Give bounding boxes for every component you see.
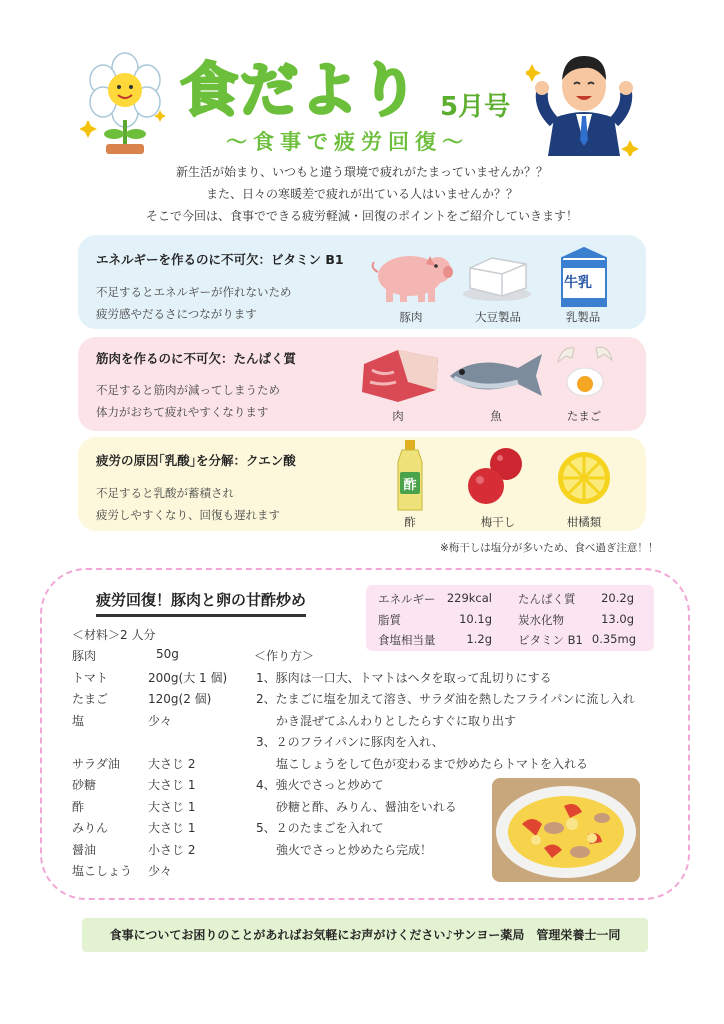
recipe-step: 強火でさっと炒めたら完成！ [276, 843, 433, 857]
nutrition-value: 10.1g [459, 612, 492, 626]
protein-text-2: 体力がおちて疲れやすくなります [96, 405, 269, 419]
pig-illustration [370, 244, 454, 304]
ingredient-name: たまご [72, 692, 109, 706]
nutrition-label: 炭水化物 [518, 613, 564, 627]
nutrition-value: 229kcal [446, 591, 492, 605]
issue-label: 5月号 [440, 92, 511, 122]
fish-illustration [446, 350, 546, 400]
ingredient-name: 塩こしょう [72, 864, 133, 878]
intro-line-1: 新生活が始まり、いつもと違う環境で疲れがたまっていませんか？？ [175, 165, 548, 179]
ingredient-amount: 小さじ 2 [148, 843, 196, 857]
food-label-dairy: 乳製品 [565, 310, 601, 324]
ingredient-amount: 200g(大 1 個) [148, 671, 228, 685]
nutrition-value: 1.2g [466, 632, 492, 646]
nutrition-label: ビタミン B1 [518, 633, 583, 647]
vitamin-b1-heading: エネルギーを作るのに不可欠：ビタミン B1 [96, 252, 344, 267]
food-label-meat: 肉 [392, 409, 404, 423]
ingredient-name: 塩 [72, 714, 85, 728]
nutrition-label: 食塩相当量 [378, 633, 436, 647]
umeboshi-salt-note: ※梅干しは塩分が多いため、食べ過ぎ注意！！ [440, 542, 659, 554]
ingredient-amount: 大さじ 2 [148, 757, 196, 771]
food-label-umeboshi: 梅干し [480, 515, 516, 529]
recipe-step: かき混ぜてふんわりとしたらすぐに取り出す [276, 714, 517, 728]
vinegar-bottle-label: 酢 [403, 478, 417, 493]
food-label-citrus: 柑橘類 [566, 515, 602, 529]
ingredient-name: トマト [72, 671, 109, 685]
ingredient-amount: 少々 [148, 714, 173, 728]
nutrition-label: たんぱく質 [518, 592, 576, 606]
ingredient-amount: 少々 [148, 864, 173, 878]
milk-carton-label: 牛乳 [564, 275, 592, 291]
ingredient-name: 酢 [72, 800, 85, 814]
vitamin-b1-text-1: 不足するとエネルギーが作れないため [96, 285, 292, 299]
ingredient-name: 醤油 [72, 843, 97, 857]
meat-illustration [358, 346, 442, 404]
ingredient-amount: 大さじ 1 [148, 800, 196, 814]
citric-acid-heading: 疲労の原因｢乳酸｣を分解：クエン酸 [96, 453, 296, 468]
protein-heading: 筋肉を作るのに不可欠：たんぱく質 [96, 351, 297, 366]
ingredients-heading: ＜材料＞2 人分 [72, 628, 156, 642]
recipe-step: 砂糖と酢、みりん、醤油をいれる [276, 800, 457, 814]
newsletter-title: 食だより [180, 56, 421, 124]
vitamin-b1-text-2: 疲労感やだるさにつながります [96, 307, 257, 321]
citric-acid-text-2: 疲労しやすくなり、回復も遅れます [96, 508, 280, 522]
nutrition-value: 0.35mg [591, 632, 636, 646]
ingredient-name: 豚肉 [72, 649, 97, 663]
newsletter-subtitle: ～食事で疲労回復～ [226, 130, 469, 154]
recipe-step: 2、たまごに塩を加えて溶き、サラダ油を熱したフライパンに流し入れ [256, 692, 635, 706]
nutrition-label: エネルギー [378, 592, 436, 606]
citric-acid-text-1: 不足すると乳酸が蓄積され [96, 486, 234, 500]
egg-illustration [552, 342, 618, 404]
ingredient-name: 砂糖 [72, 778, 97, 792]
food-label-egg: たまご [566, 409, 602, 423]
intro-line-3: そこで今回は、食事でできる疲労軽減・回復のポイントをご紹介していきます！ [145, 209, 578, 223]
ingredient-amount: 大さじ 1 [148, 778, 196, 792]
intro-line-2: また、日々の寒暖差で疲れが出ている人はいませんか？？ [205, 187, 518, 201]
recipe-step: 3、２のフライパンに豚肉を入れ、 [256, 735, 444, 749]
dish-photo [492, 778, 640, 882]
recipe-step: 塩こしょうをして色が変わるまで炒めたらトマトを入れる [276, 757, 589, 771]
food-label-fish: 魚 [490, 409, 502, 423]
tofu-illustration [462, 250, 532, 302]
ingredient-name: サラダ油 [72, 757, 120, 771]
flower-illustration [80, 50, 170, 160]
nutrition-value: 13.0g [601, 612, 634, 626]
ingredient-amount: 50g [156, 647, 179, 661]
recipe-title: 疲労回復！豚肉と卵の甘酢炒め [96, 589, 306, 617]
umeboshi-illustration [464, 444, 532, 510]
nutrition-value: 20.2g [601, 591, 634, 605]
food-label-soy: 大豆製品 [475, 310, 521, 324]
food-label-vinegar: 酢 [404, 515, 416, 529]
ingredient-amount: 大さじ 1 [148, 821, 196, 835]
food-label-pork: 豚肉 [399, 310, 423, 324]
businessman-illustration [526, 44, 642, 156]
recipe-step: 1、豚肉は一口大、トマトはヘタを取って乱切りにする [256, 671, 552, 685]
ingredient-name: みりん [72, 821, 109, 835]
ingredient-amount: 120g(2 個) [148, 692, 212, 706]
nutrition-label: 脂質 [378, 613, 401, 627]
protein-text-1: 不足すると筋肉が減ってしまうため [96, 383, 280, 397]
steps-heading: ＜作り方＞ [254, 649, 315, 663]
recipe-step: 5、２のたまごを入れて [256, 821, 384, 835]
recipe-step: 4、強火でさっと炒めて [256, 778, 384, 792]
footer-message: 食事についてお困りのことがあればお気軽にお声がけください♪サンヨー薬局 管理栄養士一同 [82, 918, 648, 952]
lemon-slice-illustration [556, 450, 612, 506]
